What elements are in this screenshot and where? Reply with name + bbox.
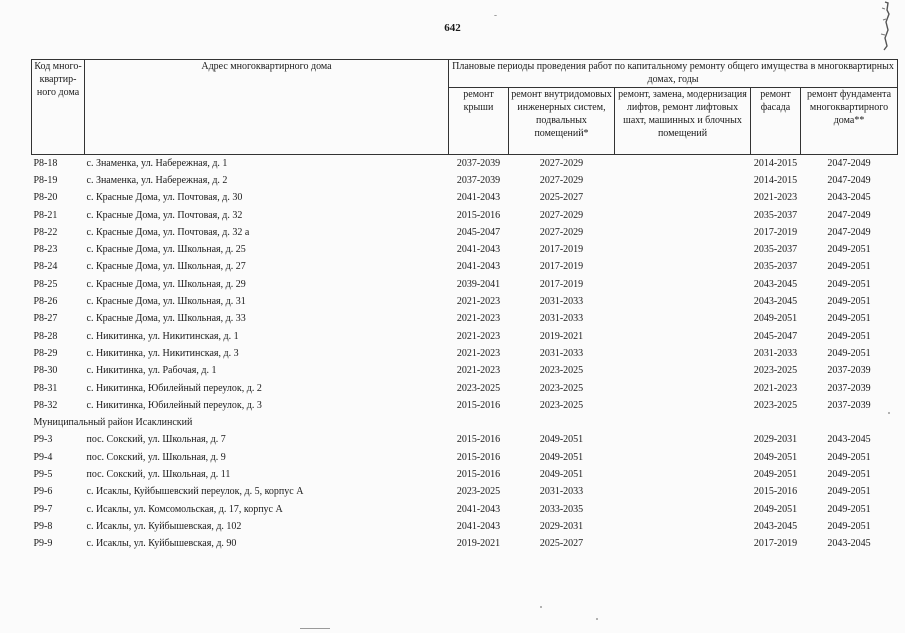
cell-facade: 2029-2031 — [753, 434, 798, 446]
cell-address: с. Никитинка, Юбилейный переулок, д. 2 — [86, 382, 262, 394]
cell-address: с. Красные Дома, ул. Почтовая, д. 32 а — [86, 226, 250, 238]
cell-address: с. Никитинка, ул. Рабочая, д. 1 — [86, 365, 217, 377]
cell-lifts — [615, 449, 751, 466]
cell-address: с. Красные Дома, ул. Школьная, д. 27 — [86, 261, 246, 273]
cell-roof: 2015-2016 — [456, 468, 501, 480]
cell-systems: 2017-2019 — [539, 244, 584, 256]
cell-address: с. Знаменка, ул. Набережная, д. 2 — [86, 174, 228, 186]
cell-foundation: 2049-2051 — [827, 244, 871, 256]
table-row — [32, 293, 898, 310]
cell-foundation: 2049-2051 — [827, 261, 871, 273]
scan-speck — [596, 618, 598, 620]
cell-code: Р8-18 — [33, 157, 58, 169]
cell-roof: 2039-2041 — [456, 278, 501, 290]
cell-address: с. Исаклы, ул. Комсомольская, д. 17, корпус А — [86, 503, 283, 515]
cell-address: пос. Сокский, ул. Школьная, д. 11 — [86, 468, 231, 480]
cell-code: Р9-8 — [33, 520, 53, 532]
cell-code: Р9-4 — [33, 451, 53, 463]
cell-systems: 2049-2051 — [539, 451, 584, 463]
cell-code: Р8-31 — [33, 382, 58, 394]
cell-address: с. Исаклы, ул. Куйбышевская, д. 90 — [86, 538, 237, 550]
cell-code: Р8-22 — [33, 226, 58, 238]
cell-roof: 2021-2023 — [456, 296, 501, 308]
header-address: Адрес многоквартирного дома — [85, 60, 449, 155]
cell-lifts — [615, 224, 751, 241]
cell-roof: 2021-2023 — [456, 330, 501, 342]
cell-systems: 2031-2033 — [539, 313, 584, 325]
cell-code: Р9-5 — [33, 468, 53, 480]
table-row — [32, 172, 898, 189]
cell-lifts — [615, 536, 751, 553]
cell-facade: 2015-2016 — [753, 486, 798, 498]
cell-facade: 2017-2019 — [753, 538, 798, 550]
table-row — [32, 311, 898, 328]
cell-code: Р8-24 — [33, 261, 58, 273]
table-row — [32, 466, 898, 483]
cell-address: с. Красные Дома, ул. Почтовая, д. 30 — [86, 192, 243, 204]
cell-foundation: 2049-2051 — [827, 278, 871, 290]
cell-lifts — [615, 397, 751, 414]
cell-foundation: 2049-2051 — [827, 486, 871, 498]
cell-roof: 2023-2025 — [456, 486, 501, 498]
cell-lifts — [615, 518, 751, 535]
cell-roof: 2015-2016 — [456, 209, 501, 221]
cell-code: Р8-25 — [33, 278, 58, 290]
table-body — [32, 155, 898, 553]
table-row — [32, 224, 898, 241]
cell-systems: 2049-2051 — [539, 434, 584, 446]
cell-facade: 2014-2015 — [753, 174, 798, 186]
cell-foundation: 2043-2045 — [827, 538, 871, 550]
header-foundation: ремонт фундамента многоквартирного дома** — [801, 88, 898, 155]
cell-facade: 2043-2045 — [753, 278, 798, 290]
table-row — [32, 397, 898, 414]
cell-address: с. Красные Дома, ул. Школьная, д. 25 — [86, 244, 246, 256]
cell-address: с. Красные Дома, ул. Школьная, д. 33 — [86, 313, 246, 325]
cell-lifts — [615, 363, 751, 380]
header-lifts: ремонт, замена, модернизация лифтов, ремонт лифтовых шахт, машинных и блочных помещений — [615, 88, 751, 155]
cell-code: Р9-7 — [33, 503, 53, 515]
header-facade: ремонт фасада — [751, 88, 801, 155]
cell-roof: 2041-2043 — [456, 520, 501, 532]
cell-lifts — [615, 345, 751, 362]
scan-speck — [540, 606, 542, 608]
cell-code: Р9-6 — [33, 486, 53, 498]
cell-systems: 2027-2029 — [539, 209, 584, 221]
cell-code: Р8-32 — [33, 399, 58, 411]
cell-systems: 2031-2033 — [539, 296, 584, 308]
cell-address: с. Красные Дома, ул. Школьная, д. 31 — [86, 296, 246, 308]
table-row — [32, 380, 898, 397]
cell-systems: 2027-2029 — [539, 157, 584, 169]
cell-facade: 2021-2023 — [753, 382, 798, 394]
table-row — [32, 345, 898, 362]
region-row — [32, 414, 898, 431]
cell-roof: 2021-2023 — [456, 365, 501, 377]
cell-systems: 2023-2025 — [539, 365, 584, 377]
cell-facade: 2014-2015 — [753, 157, 798, 169]
cell-systems: 2049-2051 — [539, 468, 584, 480]
cell-lifts — [615, 190, 751, 207]
table-row — [32, 328, 898, 345]
cell-roof: 2041-2043 — [456, 503, 501, 515]
cell-address: с. Исаклы, ул. Куйбышевская, д. 102 — [86, 520, 242, 532]
table-row — [32, 449, 898, 466]
cell-foundation: 2049-2051 — [827, 503, 871, 515]
scan-speck — [494, 15, 497, 16]
cell-roof: 2015-2016 — [456, 451, 501, 463]
region-label: Муниципальный район Исаклинский — [33, 417, 193, 429]
table-row — [32, 259, 898, 276]
cell-systems: 2023-2025 — [539, 382, 584, 394]
cell-code: Р8-30 — [33, 365, 58, 377]
table-header — [32, 60, 898, 155]
cell-facade: 2035-2037 — [753, 209, 798, 221]
cell-systems: 2023-2025 — [539, 399, 584, 411]
cell-lifts — [615, 466, 751, 483]
cell-roof: 2037-2039 — [456, 174, 501, 186]
cell-facade: 2049-2051 — [753, 468, 798, 480]
page-number: 642 — [444, 22, 461, 34]
cell-address: пос. Сокский, ул. Школьная, д. 9 — [86, 451, 226, 463]
cell-facade: 2023-2025 — [753, 399, 798, 411]
cell-facade: 2045-2047 — [753, 330, 798, 342]
header-systems: ремонт внутридомовых инженерных систем, подвальных помещений* — [509, 88, 615, 155]
cell-systems: 2019-2021 — [539, 330, 584, 342]
scan-speck — [300, 628, 330, 629]
cell-code: Р8-28 — [33, 330, 58, 342]
cell-foundation: 2047-2049 — [827, 209, 871, 221]
cell-lifts — [615, 259, 751, 276]
cell-roof: 2041-2043 — [456, 192, 501, 204]
cell-foundation: 2049-2051 — [827, 468, 871, 480]
table-row — [32, 190, 898, 207]
cell-facade: 2035-2037 — [753, 261, 798, 273]
cell-code: Р8-21 — [33, 209, 58, 221]
cell-address: с. Никитинка, ул. Никитинская, д. 3 — [86, 347, 239, 359]
cell-code: Р8-29 — [33, 347, 58, 359]
cell-facade: 2049-2051 — [753, 503, 798, 515]
table-row — [32, 484, 898, 501]
cell-foundation: 2047-2049 — [827, 157, 871, 169]
cell-facade: 2023-2025 — [753, 365, 798, 377]
cell-systems: 2027-2029 — [539, 226, 584, 238]
cell-address: с. Знаменка, ул. Набережная, д. 1 — [86, 157, 228, 169]
cell-systems: 2017-2019 — [539, 278, 584, 290]
cell-systems: 2017-2019 — [539, 261, 584, 273]
cell-code: Р8-27 — [33, 313, 58, 325]
cell-systems: 2031-2033 — [539, 486, 584, 498]
cell-systems: 2027-2029 — [539, 174, 584, 186]
table-row — [32, 518, 898, 535]
cell-lifts — [615, 380, 751, 397]
cell-foundation: 2049-2051 — [827, 520, 871, 532]
table-row — [32, 276, 898, 293]
cell-facade: 2021-2023 — [753, 192, 798, 204]
cell-roof: 2045-2047 — [456, 226, 501, 238]
cell-roof: 2041-2043 — [456, 261, 501, 273]
cell-foundation: 2049-2051 — [827, 330, 871, 342]
cell-roof: 2015-2016 — [456, 434, 501, 446]
header-periods: Плановые периоды проведения работ по капитальному ремонту общего имущества в многоквартирных домах, годы — [449, 60, 898, 88]
cell-foundation: 2037-2039 — [827, 382, 871, 394]
cell-lifts — [615, 501, 751, 518]
cell-systems: 2033-2035 — [539, 503, 584, 515]
cell-code: Р8-20 — [33, 192, 58, 204]
cell-roof: 2041-2043 — [456, 244, 501, 256]
cell-facade: 2043-2045 — [753, 296, 798, 308]
cell-address: с. Красные Дома, ул. Школьная, д. 29 — [86, 278, 246, 290]
cell-roof: 2037-2039 — [456, 157, 501, 169]
cell-lifts — [615, 432, 751, 449]
cell-code: Р8-19 — [33, 174, 58, 186]
cell-facade: 2043-2045 — [753, 520, 798, 532]
cell-foundation: 2049-2051 — [827, 347, 871, 359]
cell-code: Р9-3 — [33, 434, 53, 446]
cell-address: пос. Сокский, ул. Школьная, д. 7 — [86, 434, 226, 446]
cell-roof: 2015-2016 — [456, 399, 501, 411]
cell-code: Р8-26 — [33, 296, 58, 308]
cell-roof: 2023-2025 — [456, 382, 501, 394]
cell-foundation: 2043-2045 — [827, 434, 871, 446]
header-roof: ремонт крыши — [449, 88, 509, 155]
cell-foundation: 2047-2049 — [827, 174, 871, 186]
cell-facade: 2017-2019 — [753, 226, 798, 238]
cell-facade: 2035-2037 — [753, 244, 798, 256]
scan-edge-mark — [879, 0, 893, 52]
cell-roof: 2021-2023 — [456, 313, 501, 325]
cell-foundation: 2037-2039 — [827, 399, 871, 411]
cell-lifts — [615, 484, 751, 501]
cell-foundation: 2047-2049 — [827, 226, 871, 238]
cell-code: Р9-9 — [33, 538, 53, 550]
cell-code: Р8-23 — [33, 244, 58, 256]
cell-lifts — [615, 293, 751, 310]
table-row — [32, 241, 898, 258]
cell-roof: 2019-2021 — [456, 538, 501, 550]
cell-lifts — [615, 172, 751, 189]
table-row — [32, 207, 898, 224]
scan-speck — [888, 412, 890, 414]
cell-systems: 2025-2027 — [539, 192, 584, 204]
cell-systems: 2029-2031 — [539, 520, 584, 532]
cell-roof: 2021-2023 — [456, 347, 501, 359]
cell-address: с. Никитинка, Юбилейный переулок, д. 3 — [86, 399, 262, 411]
cell-lifts — [615, 328, 751, 345]
cell-address: с. Красные Дома, ул. Почтовая, д. 32 — [86, 209, 243, 221]
cell-systems: 2031-2033 — [539, 347, 584, 359]
cell-address: с. Никитинка, ул. Никитинская, д. 1 — [86, 330, 239, 342]
cell-facade: 2049-2051 — [753, 313, 798, 325]
cell-lifts — [615, 207, 751, 224]
cell-lifts — [615, 155, 751, 173]
table-row — [32, 501, 898, 518]
cell-foundation: 2037-2039 — [827, 365, 871, 377]
table-row — [32, 536, 898, 553]
table-row — [32, 155, 898, 173]
capital-repair-table — [31, 59, 898, 553]
cell-foundation: 2049-2051 — [827, 313, 871, 325]
cell-systems: 2025-2027 — [539, 538, 584, 550]
header-code: Код много-квартир-ного дома — [32, 60, 85, 155]
cell-lifts — [615, 276, 751, 293]
table-row — [32, 432, 898, 449]
cell-lifts — [615, 311, 751, 328]
cell-lifts — [615, 241, 751, 258]
cell-foundation: 2049-2051 — [827, 451, 871, 463]
cell-foundation: 2049-2051 — [827, 296, 871, 308]
cell-foundation: 2043-2045 — [827, 192, 871, 204]
cell-address: с. Исаклы, Куйбышевский переулок, д. 5, корпус А — [86, 486, 304, 498]
cell-facade: 2031-2033 — [753, 347, 798, 359]
table-row — [32, 363, 898, 380]
cell-facade: 2049-2051 — [753, 451, 798, 463]
